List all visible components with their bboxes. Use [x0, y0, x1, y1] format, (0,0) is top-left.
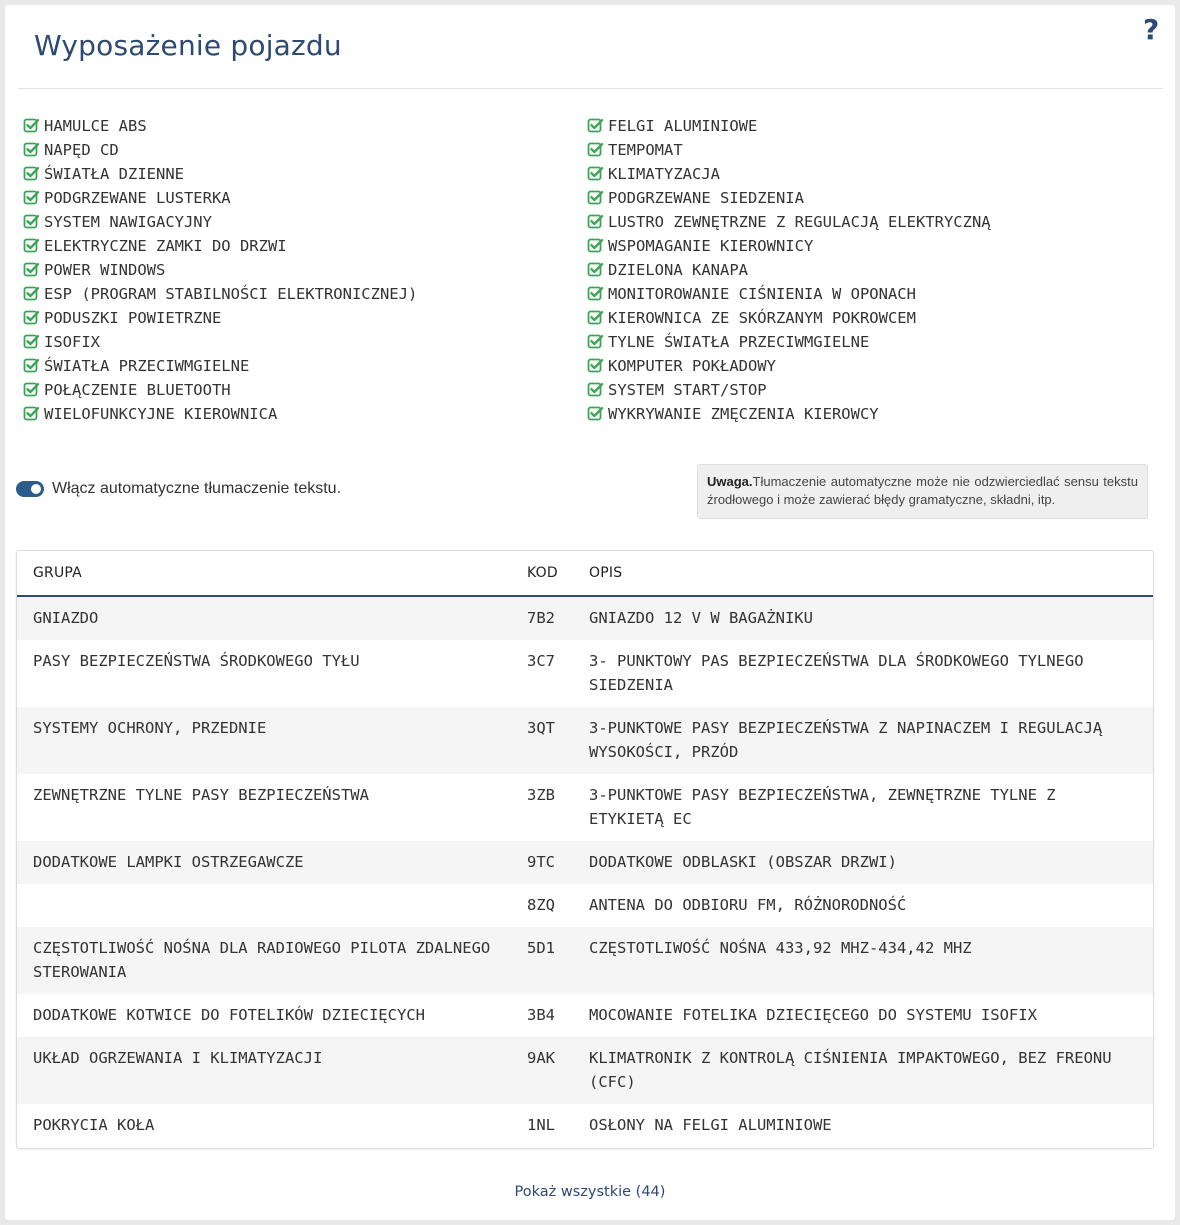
feature-item — [587, 186, 991, 210]
cell-group: SYSTEMY OCHRONY, PRZEDNIE — [33, 719, 267, 737]
cell-description: CZĘSTOTLIWOŚĆ NOŚNA 433,92 MHZ-434,42 MHZ — [589, 939, 972, 957]
feature-item — [23, 114, 417, 138]
cell-code: 3C7 — [527, 652, 555, 670]
notice-title: Uwaga. — [707, 474, 753, 489]
notice-text: Tłumaczenie automatyczne może nie odzwierciedlać sensu tekstu źrodłowego i może zawierać błędy gramatyczne, składni, itp. — [707, 474, 1138, 507]
feature-item — [23, 402, 417, 426]
check-square-icon — [587, 237, 603, 253]
check-square-icon — [587, 309, 603, 325]
cell-group: UKŁAD OGRZEWANIA I KLIMATYZACJI — [33, 1049, 323, 1067]
feature-label: LUSTRO ZEWNĘTRZNE Z REGULACJĄ ELEKTRYCZNĄ — [608, 213, 991, 231]
table-row — [17, 884, 1153, 927]
check-square-icon — [587, 141, 603, 157]
check-square-icon — [587, 357, 603, 373]
cell-description: MOCOWANIE FOTELIKA DZIECIĘCEGO DO SYSTEMU ISOFIX — [589, 1006, 1037, 1024]
feature-label: HAMULCE ABS — [44, 117, 147, 135]
header-description: OPIS — [589, 565, 623, 581]
feature-item — [23, 210, 417, 234]
cell-description: ANTENA DO ODBIORU FM, RÓŻNORODNOŚĆ — [589, 896, 907, 914]
check-square-icon — [587, 405, 603, 421]
check-square-icon — [23, 165, 39, 181]
cell-description: OSŁONY NA FELGI ALUMINIOWE — [589, 1116, 832, 1134]
feature-item — [587, 138, 991, 162]
feature-label: PODGRZEWANE SIEDZENIA — [608, 189, 804, 207]
check-square-icon — [23, 141, 39, 157]
check-square-icon — [587, 117, 603, 133]
cell-description: KLIMATRONIK Z KONTROLĄ CIŚNIENIA IMPAKTOWEGO, BEZ FREONU (CFC) — [589, 1049, 1112, 1091]
cell-group: DODATKOWE KOTWICE DO FOTELIKÓW DZIECIĘCYCH — [33, 1006, 425, 1024]
cell-code: 3B4 — [527, 1006, 555, 1024]
feature-label: WYKRYWANIE ZMĘCZENIA KIEROWCY — [608, 405, 879, 423]
feature-label: KIEROWNICA ZE SKÓRZANYM POKROWCEM — [608, 309, 916, 327]
feature-label: PODUSZKI POWIETRZNE — [44, 309, 222, 327]
feature-label: SYSTEM START/STOP — [608, 381, 767, 399]
auto-translate-label: Włącz automatyczne tłumaczenie tekstu. — [52, 480, 342, 497]
feature-item — [587, 234, 991, 258]
cell-description: 3-PUNKTOWE PASY BEZPIECZEŃSTWA Z NAPINACZEM I REGULACJĄ WYSOKOŚCI, PRZÓD — [589, 719, 1103, 761]
table-header — [17, 551, 1153, 597]
auto-translate-toggle[interactable] — [16, 481, 44, 497]
feature-item — [587, 306, 991, 330]
cell-code: 9TC — [527, 853, 555, 871]
help-icon[interactable]: ? — [1143, 13, 1160, 46]
check-square-icon — [23, 309, 39, 325]
feature-label: TYLNE ŚWIATŁA PRZECIWMGIELNE — [608, 333, 870, 351]
feature-item — [23, 258, 417, 282]
check-square-icon — [23, 261, 39, 277]
feature-label: WSPOMAGANIE KIEROWNICY — [608, 237, 814, 255]
cell-code: 3QT — [527, 719, 555, 737]
feature-label: DZIELONA KANAPA — [608, 261, 748, 279]
cell-group: DODATKOWE LAMPKI OSTRZEGAWCZE — [33, 853, 304, 871]
check-square-icon — [587, 285, 603, 301]
cell-code: 9AK — [527, 1049, 555, 1067]
table-row — [17, 994, 1153, 1037]
equipment-table — [16, 550, 1154, 1149]
feature-label: ŚWIATŁA PRZECIWMGIELNE — [44, 357, 250, 375]
feature-item — [23, 354, 417, 378]
feature-label: ELEKTRYCZNE ZAMKI DO DRZWI — [44, 237, 287, 255]
feature-label: NAPĘD CD — [44, 141, 119, 159]
feature-item — [587, 282, 991, 306]
feature-label: FELGI ALUMINIOWE — [608, 117, 758, 135]
feature-item — [587, 114, 991, 138]
feature-item — [23, 234, 417, 258]
table-row — [17, 774, 1153, 841]
check-square-icon — [23, 237, 39, 253]
table-body — [17, 597, 1153, 1147]
feature-label: PODGRZEWANE LUSTERKA — [44, 189, 231, 207]
feature-item — [23, 282, 417, 306]
show-all-link[interactable]: Pokaż wszystkie (44) — [514, 1184, 666, 1200]
table-row — [17, 1104, 1153, 1147]
page-title: Wyposażenie pojazdu — [34, 29, 342, 62]
header-code: KOD — [527, 565, 558, 581]
cell-code: 8ZQ — [527, 896, 555, 914]
header-group: GRUPA — [33, 565, 82, 581]
check-square-icon — [587, 213, 603, 229]
feature-label: MONITOROWANIE CIŚNIENIA W OPONACH — [608, 285, 916, 303]
feature-item — [587, 402, 991, 426]
table-row — [17, 597, 1153, 640]
title-divider — [18, 88, 1163, 89]
auto-translate-row — [16, 478, 341, 500]
table-row — [17, 640, 1153, 707]
check-square-icon — [23, 117, 39, 133]
feature-label: SYSTEM NAWIGACYJNY — [44, 213, 212, 231]
feature-label: TEMPOMAT — [608, 141, 683, 159]
cell-group: GNIAZDO — [33, 609, 99, 627]
cell-code: 3ZB — [527, 786, 555, 804]
feature-item — [23, 306, 417, 330]
feature-label: KLIMATYZACJA — [608, 165, 720, 183]
feature-item — [23, 378, 417, 402]
feature-label: ŚWIATŁA DZIENNE — [44, 165, 184, 183]
feature-item — [23, 330, 417, 354]
features-list-right — [587, 114, 991, 426]
cell-description: 3-PUNKTOWE PASY BEZPIECZEŃSTWA, ZEWNĘTRZNE TYLNE Z ETYKIETĄ EC — [589, 786, 1056, 828]
cell-group: POKRYCIA KOŁA — [33, 1116, 155, 1134]
check-square-icon — [587, 165, 603, 181]
cell-description: 3- PUNKTOWY PAS BEZPIECZEŃSTWA DLA ŚRODKOWEGO TYLNEGO SIEDZENIA — [589, 652, 1084, 694]
check-square-icon — [23, 381, 39, 397]
check-square-icon — [23, 285, 39, 301]
feature-label: WIELOFUNKCYJNE KIEROWNICA — [44, 405, 278, 423]
cell-group: PASY BEZPIECZEŃSTWA ŚRODKOWEGO TYŁU — [33, 652, 360, 670]
check-square-icon — [23, 213, 39, 229]
feature-item — [587, 258, 991, 282]
cell-code: 7B2 — [527, 609, 555, 627]
check-square-icon — [587, 381, 603, 397]
check-square-icon — [587, 333, 603, 349]
cell-code: 1NL — [527, 1116, 555, 1134]
check-square-icon — [23, 405, 39, 421]
check-square-icon — [587, 189, 603, 205]
features-list-left — [23, 114, 417, 426]
cell-description: DODATKOWE ODBLASKI (OBSZAR DRZWI) — [589, 853, 897, 871]
translation-notice — [697, 464, 1148, 519]
check-square-icon — [23, 333, 39, 349]
feature-label: ISOFIX — [44, 333, 100, 351]
cell-description: GNIAZDO 12 V W BAGAŻNIKU — [589, 609, 813, 627]
feature-item — [587, 330, 991, 354]
table-row — [17, 927, 1153, 994]
check-square-icon — [23, 357, 39, 373]
feature-label: KOMPUTER POKŁADOWY — [608, 357, 776, 375]
feature-item — [23, 186, 417, 210]
check-square-icon — [587, 261, 603, 277]
feature-item — [23, 162, 417, 186]
cell-group: CZĘSTOTLIWOŚĆ NOŚNA DLA RADIOWEGO PILOTA ZDALNEGO STEROWANIA — [33, 939, 491, 981]
check-square-icon — [23, 189, 39, 205]
feature-label: POŁĄCZENIE BLUETOOTH — [44, 381, 231, 399]
feature-item — [587, 378, 991, 402]
table-row — [17, 1037, 1153, 1104]
feature-item — [587, 210, 991, 234]
feature-item — [23, 138, 417, 162]
table-row — [17, 707, 1153, 774]
table-row — [17, 841, 1153, 884]
cell-group: ZEWNĘTRZNE TYLNE PASY BEZPIECZEŃSTWA — [33, 786, 369, 804]
feature-label: ESP (PROGRAM STABILNOŚCI ELEKTRONICZNEJ) — [44, 285, 418, 303]
toggle-knob — [31, 484, 41, 494]
cell-code: 5D1 — [527, 939, 555, 957]
feature-item — [587, 354, 991, 378]
feature-label: POWER WINDOWS — [44, 261, 166, 279]
feature-item — [587, 162, 991, 186]
